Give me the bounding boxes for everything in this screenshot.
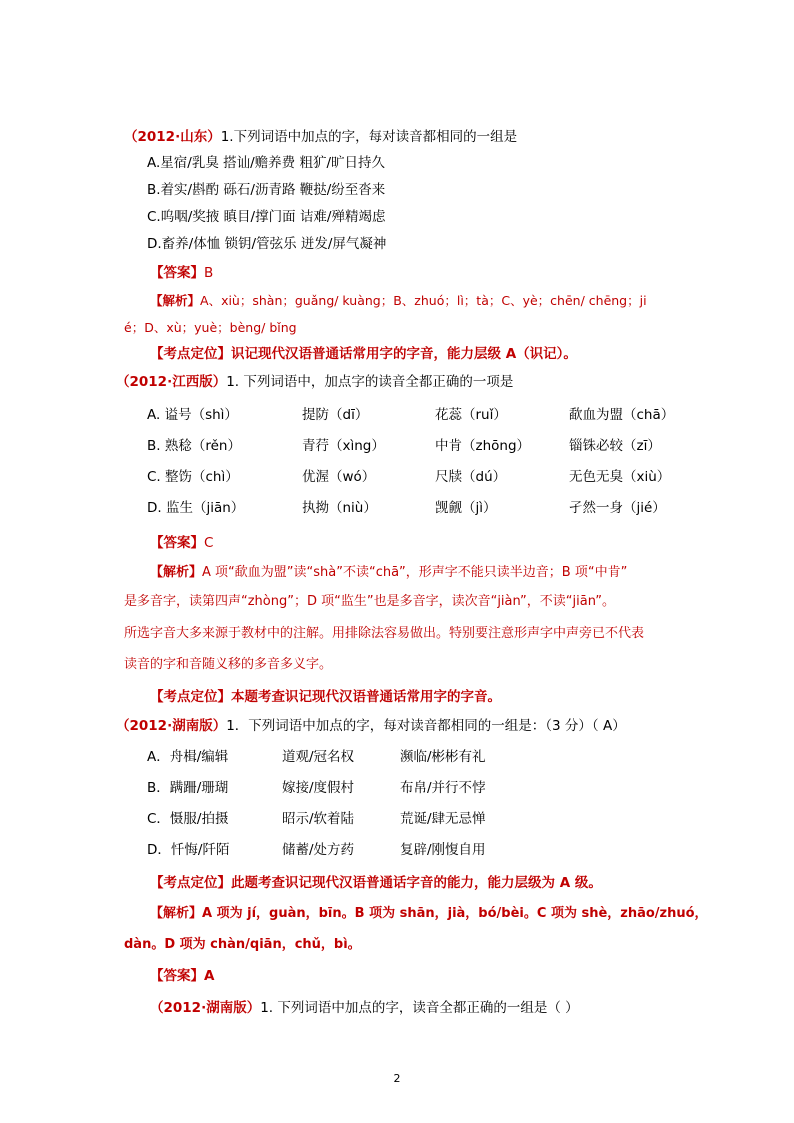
q3-cell: 濒临/彬彬有礼 <box>400 749 486 765</box>
q2-cell: 花蕊（ruǐ） <box>435 407 507 423</box>
q2-kaodian-label: 【考点定位】 <box>150 689 231 705</box>
q1-source: （2012·山东） <box>124 129 221 145</box>
q1-answer-label: 【答案】 <box>150 265 204 281</box>
q2-cell: C. 整饬（chì） <box>147 469 239 485</box>
q3-analysis-label: 【解析】 <box>150 906 203 921</box>
q4-source: （2012·湖南版） <box>150 1000 261 1016</box>
q2-answer-value: C <box>204 535 214 551</box>
q3-cell: 昭示/软着陆 <box>282 811 355 827</box>
q2-analysis-line: 读音的字和音随义移的多音多义字。 <box>124 657 333 672</box>
q3-analysis-line2: dàn。D 项为 chàn/qiān，chǔ，bì。 <box>124 937 361 952</box>
q2-kaodian <box>150 687 501 707</box>
q4-question <box>150 998 579 1018</box>
q1-kaodian <box>150 344 577 364</box>
q2-analysis <box>150 563 627 583</box>
q1-analysis-label: 【解析】 <box>150 293 201 308</box>
q3-question <box>116 716 626 736</box>
q3-kaodian-text: 此题考查识记现代汉语普通话字音的能力，能力层级为 A 级。 <box>231 875 602 891</box>
q1-option-b: B.着实/斟酌 砾石/沥青路 鞭挞/纷至沓来 <box>147 182 386 198</box>
q2-cell: 无色无臭（xiù） <box>569 469 671 485</box>
q1-option-a: A.星宿/乳臭 搭讪/赡养费 粗犷/旷日持久 <box>147 155 386 171</box>
q1-option-d: D.畜养/体恤 锁钥/管弦乐 迸发/屏气凝神 <box>147 236 387 252</box>
q2-kaodian-text: 本题考查识记现代汉语普通话常用字的字音。 <box>231 689 501 705</box>
q2-question <box>116 372 513 392</box>
q2-row-a <box>147 405 709 425</box>
q3-answer-label: 【答案】 <box>150 968 204 984</box>
q1-question <box>124 127 517 147</box>
q2-cell: 歃血为盟（chā） <box>569 407 675 423</box>
q2-analysis-line: 是多音字，读第四声“zhòng”；D 项“监生”也是多音字，读次音“jiàn”，不读“jiān”。 <box>124 594 615 609</box>
q3-cell: 嫁接/度假村 <box>282 780 355 796</box>
q2-cell: 中肯（zhōng） <box>435 438 531 454</box>
q2-answer-label: 【答案】 <box>150 535 204 551</box>
q3-row-d <box>147 840 486 860</box>
q2-analysis-label: 【解析】 <box>150 565 203 580</box>
q1-kaodian-text: 识记现代汉语普通话常用字的字音，能力层级 A（识记）。 <box>231 346 577 362</box>
q3-cell: 复辟/刚愎自用 <box>400 842 486 858</box>
q3-cell: 荒诞/肆无忌惮 <box>400 811 486 827</box>
q1-answer <box>150 263 213 283</box>
q3-row-b <box>147 778 486 798</box>
q3-cell: C．慑服/拍摄 <box>147 811 229 827</box>
q2-cell: 青荇（xìng） <box>302 438 385 454</box>
q2-row-c <box>147 467 709 487</box>
q2-analysis-line: A 项“歃血为盟”读“shà”不读“chā”，形声字不能只读半边音；B 项“中肯” <box>202 565 628 580</box>
q3-cell: A．舟楫/编辑 <box>147 749 229 765</box>
q3-row-c <box>147 809 486 829</box>
q2-stem: 1. 下列词语中，加点字的读音全都正确的一项是 <box>226 374 514 390</box>
q1-analysis <box>150 291 647 311</box>
q1-analysis-line2: é；D、xù；yuè；bèng/ bǐng <box>124 320 297 335</box>
q2-cell: 执拗（niù） <box>302 500 377 516</box>
q2-cell: D. 监生（jiān） <box>147 500 245 516</box>
q2-row-d <box>147 498 709 518</box>
q2-cell: 尺牍（dú） <box>435 469 507 485</box>
q3-source: （2012·湖南版） <box>116 718 227 734</box>
q1-kaodian-label: 【考点定位】 <box>150 346 231 362</box>
q2-cell: A. 谥号（shì） <box>147 407 238 423</box>
q2-cell: 孑然一身（jié） <box>569 500 666 516</box>
q2-cell: B. 熟稔（rěn） <box>147 438 241 454</box>
q3-cell: D．忏悔/阡陌 <box>147 842 230 858</box>
q2-source: （2012·江西版） <box>116 374 227 390</box>
q3-kaodian-label: 【考点定位】 <box>150 875 231 891</box>
q3-answer <box>150 966 214 986</box>
q3-cell: 道观/冠名权 <box>282 749 355 765</box>
q3-answer-value: A <box>204 968 215 984</box>
q3-analysis-line1: A 项为 jí，guàn，bīn。B 项为 shān，jià，bó/bèi。C 项为 shè，zhāo/zhuó， <box>202 906 708 921</box>
q2-cell: 优渥（wó） <box>302 469 376 485</box>
page-number: 2 <box>393 1072 401 1085</box>
q3-stem: 1．下列词语中加点的字，每对读音都相同的一组是：（3 分）（ A） <box>226 718 626 734</box>
q3-row-a <box>147 747 486 767</box>
q3-kaodian <box>150 873 602 893</box>
q4-stem: 1. 下列词语中加点的字，读音全都正确的一组是（ ） <box>260 1000 579 1016</box>
q3-cell: 储蓄/处方药 <box>282 842 355 858</box>
q2-cell: 锱铢必较（zī） <box>569 438 661 454</box>
q3-cell: B．蹒跚/珊瑚 <box>147 780 229 796</box>
q2-cell: 提防（dī） <box>302 407 369 423</box>
q1-answer-value: B <box>204 265 214 281</box>
q1-stem: 1.下列词语中加点的字，每对读音都相同的一组是 <box>220 129 518 145</box>
q2-row-b <box>147 436 709 456</box>
q1-analysis-line1: A、xiù；shàn；guǎng/ kuàng；B、zhuó；lì；tà；C、yè；chēn/ chēng；ji <box>200 293 647 308</box>
q3-cell: 布帛/并行不悖 <box>400 780 486 796</box>
q2-analysis-line: 所选字音大多来源于教材中的注解。用排除法容易做出。特别要注意形声字中声旁已不代表 <box>124 626 645 641</box>
q2-answer <box>150 533 213 553</box>
q3-analysis <box>150 904 708 924</box>
q1-option-c: C.呜咽/奖掖 瞋目/撑门面 诘难/殚精竭虑 <box>147 209 386 225</box>
q2-cell: 觊觎（jì） <box>435 500 497 516</box>
